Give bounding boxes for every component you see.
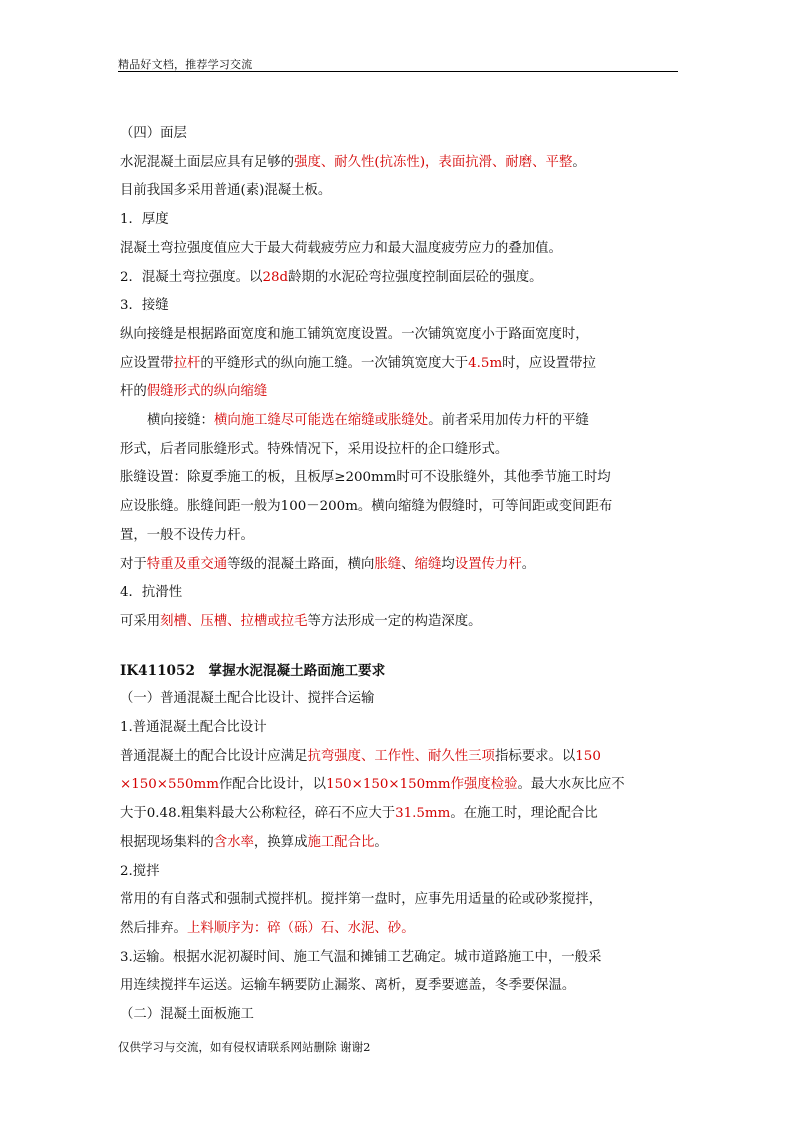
text-run: 应设置带 <box>120 355 174 371</box>
highlighted-text: 抗弯强度、工作性、耐久性三项 <box>307 748 495 764</box>
highlighted-text: 31.5mm <box>395 806 451 822</box>
longitudinal-joint-line-2 <box>120 350 680 379</box>
highlighted-text: 4.5m <box>468 355 503 371</box>
text-run: 。前者采用加传力杆的平缝 <box>428 413 589 429</box>
document-body <box>120 120 680 1030</box>
highlighted-text: 设置 <box>454 556 482 572</box>
expansion-joint-line-3: 置，一般不设传力杆。 <box>120 527 254 543</box>
item-thickness-text: 混凝土弯拉强度值应大于最大荷载疲劳应力和最大温度疲劳应力的叠加值。 <box>120 240 562 256</box>
surface-requirements-line <box>120 149 680 178</box>
expansion-joint-line-2: 应设胀缝。胀缝间距一般为100－200m。横向缩缝为假缝时，可等间距或变间距布 <box>120 499 613 515</box>
mix-design-line-1 <box>120 743 680 772</box>
text-run: ，换算成 <box>253 834 308 850</box>
highlighted-text: 胀缝 <box>374 556 402 572</box>
text-run: 然后排弃。 <box>120 920 187 936</box>
mixing-line-2 <box>120 915 680 944</box>
text-run: 大于0.48.粗集料最大公称粒径，碎石不应大于 <box>120 806 396 822</box>
highlighted-text: 28d <box>262 269 289 285</box>
text-run: 。 <box>572 154 586 170</box>
text-run: 根据现场集料的 <box>120 834 214 850</box>
section-title-surface-layer: （四）面层 <box>120 126 187 141</box>
text-run: 等方法形成一定的构造深度。 <box>307 613 482 629</box>
surface-type-line: 目前我国多采用普通(素)混凝土板。 <box>120 183 332 199</box>
text-run: 可采用 <box>120 613 161 629</box>
highlighted-text: 施工配合比 <box>307 834 375 850</box>
mix-design-line-3 <box>120 800 680 829</box>
highlighted-text: 含水率 <box>213 834 254 850</box>
text-run: 时，应设置带拉 <box>502 355 596 371</box>
section-gap <box>120 637 680 657</box>
item-skid-resistance-title: 4．抗滑性 <box>120 585 183 601</box>
mixing-line-1: 常用的有自落式和强制式搅拌机。搅拌第一盘时，应事先用适量的砼或砂浆搅拌， <box>120 892 603 908</box>
mixing-title: 2.搅拌 <box>120 863 160 879</box>
item-flexural-strength <box>120 264 680 293</box>
text-run: 普通混凝土的配合比设计应满足 <box>120 748 308 764</box>
highlighted-text: 横向施工缝尽可能选在缩缝或胀缝处 <box>213 413 429 429</box>
text-run: 等级的混凝土路面，横向 <box>227 556 375 572</box>
highlighted-text: 刻槽、压槽、拉槽或拉毛 <box>160 613 308 629</box>
text-run: 对于 <box>120 556 147 572</box>
text-run: 。 <box>374 834 388 850</box>
mix-design-line-2 <box>120 771 680 800</box>
longitudinal-joint-line-3 <box>120 378 680 407</box>
highlighted-text: 假缝形式的纵向缩缝 <box>146 384 268 400</box>
text-run: 作配合比设计，以 <box>218 777 327 793</box>
heavy-traffic-line <box>120 551 680 580</box>
text-run: 的平缝形式的纵向施工缝。一次铺筑宽度大于 <box>200 355 469 371</box>
highlighted-text: 特重及重交通 <box>146 556 228 572</box>
highlighted-text: 传力杆 <box>481 556 522 572</box>
text-run: 2．混凝土弯拉强度。以 <box>120 269 263 285</box>
text-run: 龄期的水泥砼弯拉强度控制面层砼的强度。 <box>288 269 543 285</box>
expansion-joint-line-1: 胀缝设置：除夏季施工的板，且板厚≥200mm时可不设胀缝外，其他季节施工时均 <box>120 470 611 486</box>
section-heading-construction: IK411052 掌握水泥混凝土路面施工要求 <box>120 662 386 679</box>
highlighted-text: 拉杆 <box>173 355 201 371</box>
header-divider <box>118 71 678 72</box>
transport-line-2: 用连续搅拌车运送。运输车辆要防止漏浆、离析，夏季要遮盖，冬季要保温。 <box>120 978 576 994</box>
text-run: 水泥混凝土面层应具有足够的 <box>120 154 295 170</box>
page-header: 精品好文档，推荐学习交流 <box>118 58 253 71</box>
text-run: 。最大水灰比应不 <box>517 777 625 793</box>
text-run: 杆的 <box>120 384 147 400</box>
highlighted-text: 150×150×150mm作强度检验 <box>326 777 518 793</box>
text-run: 横向接缝： <box>147 413 214 429</box>
text-run: 、 <box>401 556 415 572</box>
text-run: 。在施工时，理论配合比 <box>450 806 598 822</box>
text-run: 指标要求。以 <box>494 748 576 764</box>
highlighted-text: 150 <box>575 748 601 764</box>
page-footer: 仅供学习与交流，如有侵权请联系网站删除 谢谢2 <box>118 1040 371 1054</box>
highlighted-text: ×150×550mm <box>120 777 219 793</box>
item-thickness-title: 1．厚度 <box>120 212 169 228</box>
subsection-mix-design: （一）普通混凝土配合比设计、搅拌合运输 <box>120 691 375 707</box>
highlighted-text: 缩缝 <box>414 556 442 572</box>
transport-line-1: 3.运输。根据水泥初凝时间、施工气温和摊铺工艺确定。城市道路施工中，一般采 <box>120 949 602 965</box>
item-skid-resistance-text <box>120 608 680 637</box>
item-joints-title: 3．接缝 <box>120 298 169 314</box>
highlighted-text: 强度、耐久性(抗冻性)，表面抗滑、耐磨、平整 <box>294 154 573 170</box>
highlighted-text: 上料顺序为：碎（砾）石、水泥、砂。 <box>186 920 415 936</box>
mix-design-title: 1.普通混凝土配合比设计 <box>120 720 267 736</box>
transverse-joint-line-2: 形式，后者同胀缝形式。特殊情况下，采用设拉杆的企口缝形式。 <box>120 441 509 457</box>
mix-design-line-4 <box>120 829 680 858</box>
transverse-joint-line-1 <box>120 407 680 436</box>
subsection-slab-construction: （二）混凝土面板施工 <box>120 1007 254 1023</box>
text-run: 。 <box>521 556 536 572</box>
text-run: 均 <box>441 556 455 572</box>
longitudinal-joint-line-1: 纵向接缝是根据路面宽度和施工铺筑宽度设置。一次铺筑宽度小于路面宽度时， <box>120 326 589 342</box>
